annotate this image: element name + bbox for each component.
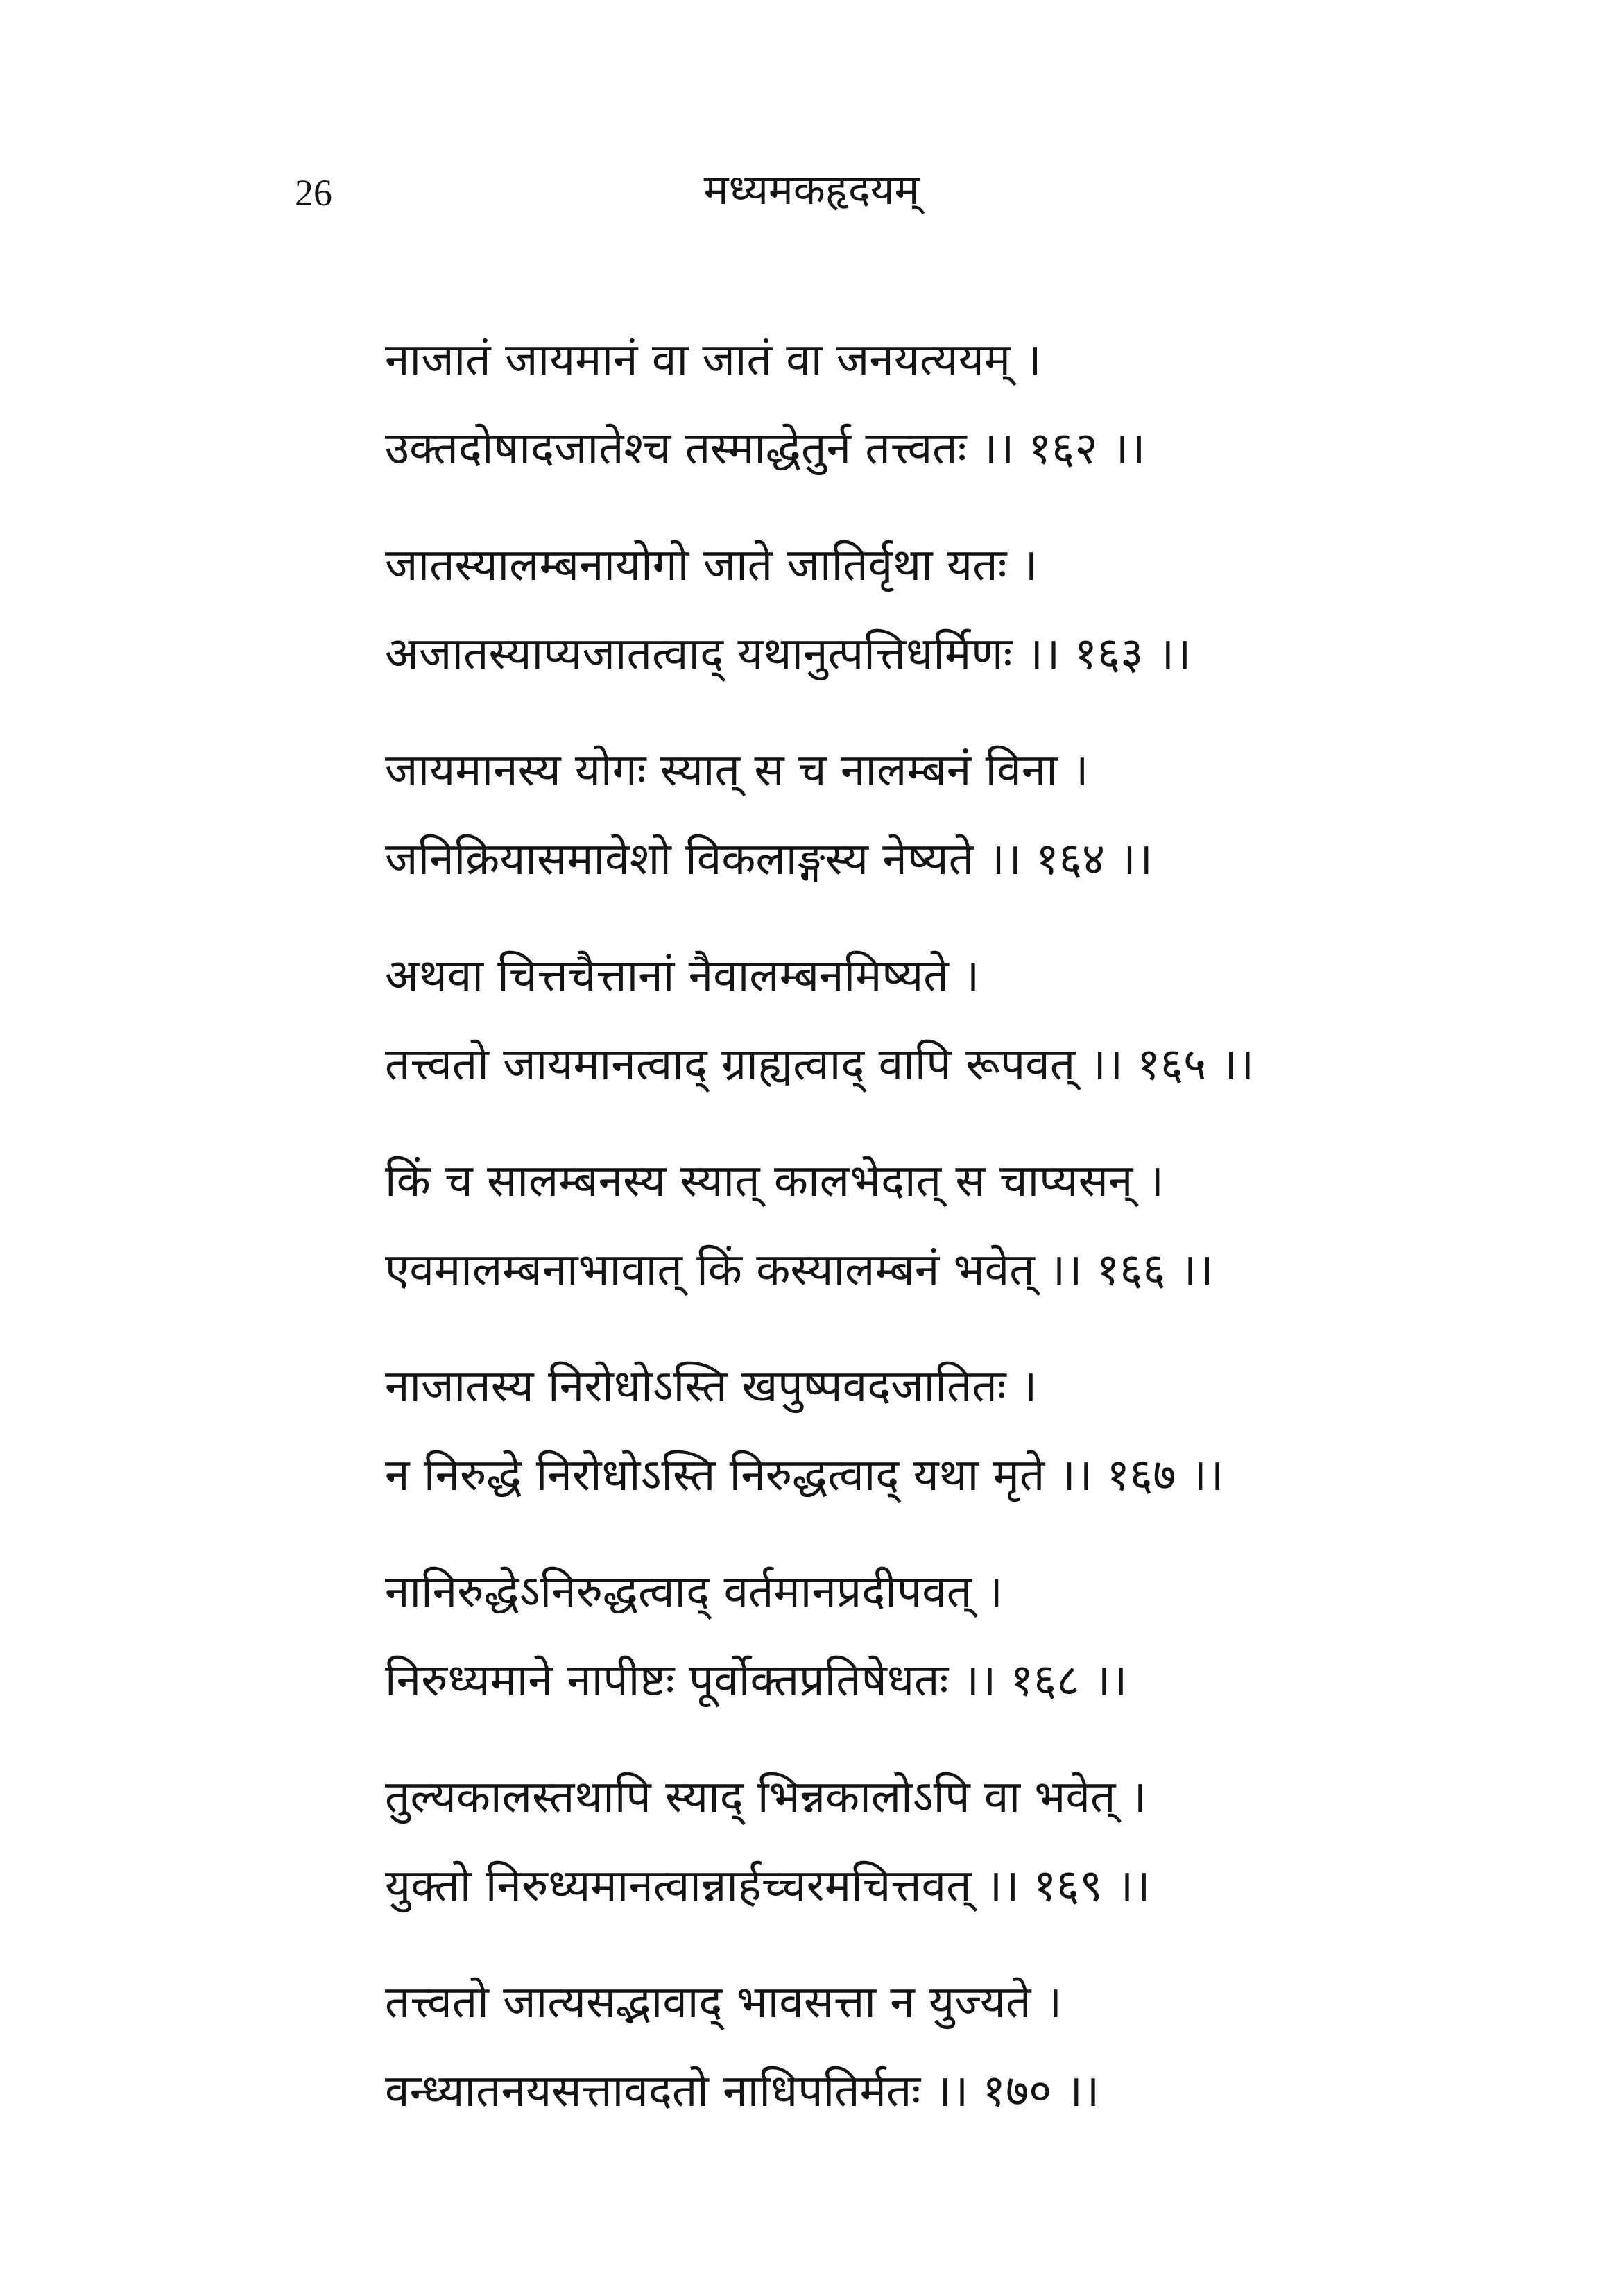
verse-line: तुल्यकालस्तथापि स्याद् भिन्नकालोऽपि वा भवेत् । (385, 1772, 1147, 1823)
verse-line: उक्तदोषादजातेश्च तस्माद्धेतुर्न तत्त्वतः ।। १६२ ।। (385, 423, 1146, 474)
verse-line: निरुध्यमाने नापीष्टः पूर्वोक्तप्रतिषेधतः ।। १६८ ।। (385, 1655, 1128, 1706)
verse-167 (385, 1342, 1564, 1520)
verse-170 (385, 1958, 1564, 2136)
verse-line: युक्तो निरुध्यमानत्वान्नार्हच्चरमचित्तवत् ।। १६९ ।। (385, 1860, 1151, 1912)
verse-line: किं च सालम्बनस्य स्यात् कालभेदात् स चाप्यसन् । (385, 1156, 1165, 1207)
verse-line: अजातस्याप्यजातत्वाद् यथानुत्पत्तिधर्मिणः ।। १६३ ।। (385, 628, 1192, 680)
page-number: 26 (295, 172, 332, 214)
verse-line: अथवा चित्तचैत्तानां नैवालम्बनमिष्यते । (385, 950, 980, 1002)
verse-169 (385, 1753, 1564, 1930)
running-title: मध्यमकहृदयम् (703, 166, 920, 214)
verse-162 (385, 316, 1564, 493)
verse-163 (385, 521, 1564, 699)
verse-line: नाजातस्य निरोधोऽस्ति खपुष्पवदजातितः । (385, 1361, 1038, 1412)
verse-line: जनिक्रियासमावेशो विकलाङ्गस्य नेष्यते ।। १६४ ।। (385, 834, 1153, 885)
verse-166 (385, 1137, 1564, 1314)
verse-line: तत्त्वतो जात्यसद्भावाद् भावसत्ता न युज्यते । (385, 1977, 1063, 2028)
verse-164 (385, 726, 1564, 904)
verse-line: जातस्यालम्बनायोगो जाते जातिर्वृथा यतः । (385, 540, 1038, 591)
verse-line: एवमालम्बनाभावात् किं कस्यालम्बनं भवेत् ।। १६६ ।। (385, 1244, 1214, 1296)
verse-line: न निरुद्धे निरोधोऽस्ति निरुद्धत्वाद् यथा मृते ।। १६७ ।। (385, 1450, 1224, 1501)
verse-165 (385, 932, 1564, 1109)
verse-line: वन्ध्यातनयसत्तावदतो नाधिपतिर्मतः ।। १७० ।। (385, 2066, 1100, 2117)
verse-line: तत्त्वतो जायमानत्वाद् ग्राह्यत्वाद् वापि रूपवत् ।। १६५ ।। (385, 1039, 1255, 1090)
verse-line: नाजातं जायमानं वा जातं वा जनयत्ययम् । (385, 334, 1042, 386)
verse-body (385, 316, 1564, 2164)
verse-line: जायमानस्य योगः स्यात् स च नालम्बनं विना । (385, 745, 1089, 796)
verse-168 (385, 1548, 1564, 1725)
verse-line: नानिरुद्धेऽनिरुद्धत्वाद् वर्तमानप्रदीपवत् । (385, 1566, 1003, 1618)
